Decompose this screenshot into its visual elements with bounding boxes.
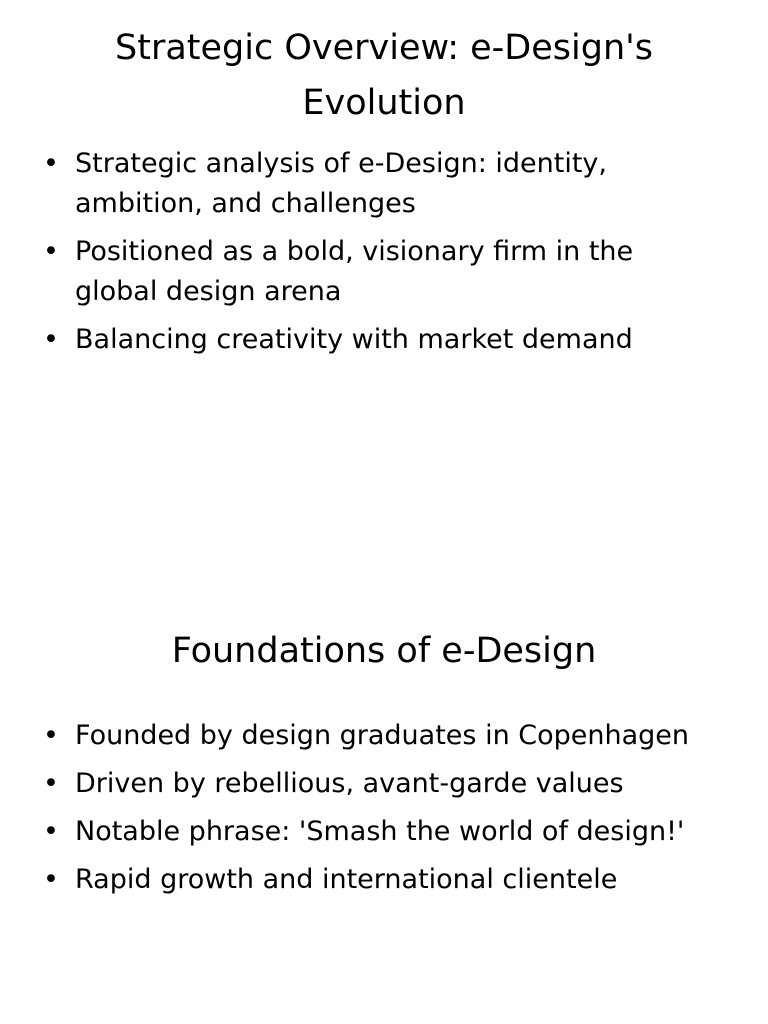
bullet-dot-icon: • [43, 864, 59, 895]
bullet-text: Driven by rebellious, avant-garde values [75, 768, 624, 799]
slide-title: Foundations of e-Design [171, 631, 597, 671]
bullet-item [40, 812, 720, 852]
bullet-dot-icon: • [43, 148, 59, 179]
bullet-dot-icon: • [43, 236, 59, 267]
bullet-item [40, 232, 720, 312]
bullet-dot-icon: • [43, 768, 59, 799]
bullet-list [40, 144, 720, 368]
bullet-item [40, 764, 720, 804]
slide-foundations [0, 512, 768, 1024]
bullet-item [40, 716, 720, 756]
bullet-text: Strategic analysis of e-Design: identity, ambition, and challenges [75, 148, 607, 219]
bullet-dot-icon: • [43, 720, 59, 751]
bullet-item [40, 320, 720, 360]
bullet-text: Founded by design graduates in Copenhagen [75, 720, 690, 751]
bullet-dot-icon: • [43, 816, 59, 847]
bullet-item [40, 144, 720, 224]
bullet-dot-icon: • [43, 324, 59, 355]
bullet-text: Balancing creativity with market demand [75, 324, 633, 355]
bullet-text: Notable phrase: 'Smash the world of design!' [75, 816, 685, 847]
bullet-list [40, 716, 720, 908]
bullet-text: Rapid growth and international clientele [75, 864, 618, 895]
slide-title: Strategic Overview: e-Design's Evolution [115, 28, 653, 123]
bullet-text: Positioned as a bold, visionary firm in the global design arena [75, 236, 634, 307]
bullet-item [40, 860, 720, 900]
